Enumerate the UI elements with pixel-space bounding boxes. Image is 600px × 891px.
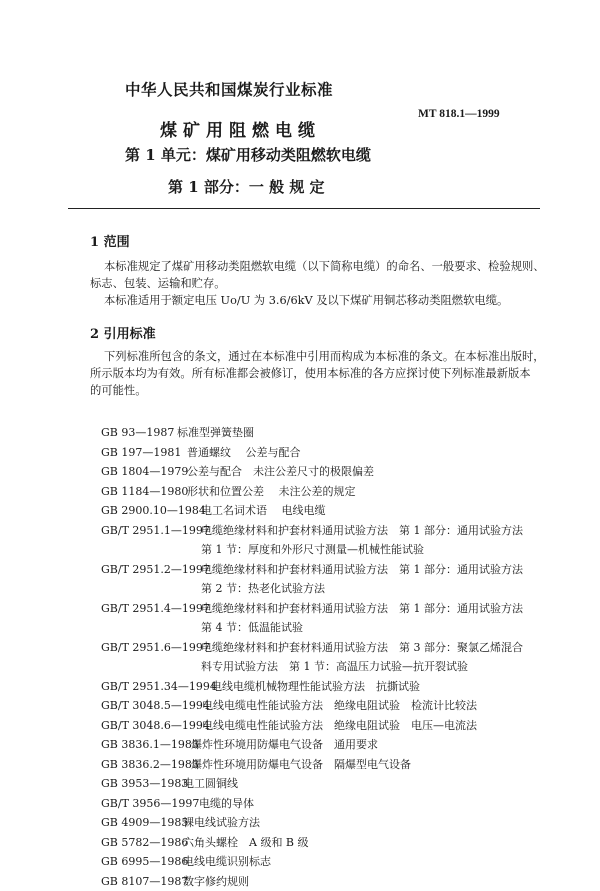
reference-row: [101, 560, 561, 580]
reference-title: 裸电线试验方法: [183, 813, 260, 833]
reference-code: GB/T 2951.2—1997: [101, 560, 210, 580]
reference-code: GB 3836.1—1983: [101, 735, 199, 755]
reference-row: [101, 579, 561, 599]
reference-row: [101, 833, 561, 853]
reference-code: GB 6995—1986: [101, 852, 188, 872]
reference-code: GB 197—1981: [101, 443, 181, 463]
section-1-heading: 1 范围: [90, 231, 130, 250]
reference-row: [101, 501, 561, 521]
section-2-intro-line-3: 的可能性。: [90, 382, 147, 400]
header-divider: [68, 208, 540, 209]
reference-code: GB 1184—1980: [101, 482, 188, 502]
reference-title: 爆炸性环境用防爆电气设备 隔爆型电气设备: [191, 755, 411, 775]
reference-title: 电线电缆识别标志: [183, 852, 271, 872]
reference-row: [101, 696, 561, 716]
reference-title: 电线电缆电性能试验方法 绝缘电阻试验 电压—电流法: [202, 716, 477, 736]
section-2-intro-line-1: 下列标准所包含的条文，通过在本标准中引用而构成为本标准的条文。在本标准出版时，: [104, 348, 545, 366]
reference-title: 电缆的导体: [199, 794, 254, 814]
reference-row: [101, 540, 561, 560]
reference-code: GB/T 3048.6—1994: [101, 716, 210, 736]
reference-code: GB/T 2951.6—1997: [101, 638, 210, 658]
reference-row: [101, 443, 561, 463]
reference-code: GB 2900.10—1984: [101, 501, 206, 521]
reference-title: 电缆绝缘材料和护套材料通用试验方法 第 3 部分：聚氯乙烯混合: [201, 638, 523, 658]
reference-title: 六角头螺栓 A 级和 B 级: [183, 833, 309, 853]
reference-title: 标准型弹簧垫圈: [177, 423, 254, 443]
reference-row: [101, 755, 561, 775]
reference-title: 电工圆铜线: [183, 774, 238, 794]
reference-title: 电缆绝缘材料和护套材料通用试验方法 第 1 部分：通用试验方法: [201, 599, 523, 619]
reference-row: [101, 482, 561, 502]
standard-code: MT 818.1—1999: [418, 108, 500, 120]
section-2-heading: 2 引用标准: [90, 323, 156, 342]
reference-code: GB/T 2951.4—1997: [101, 599, 210, 619]
reference-code: GB 1804—1979: [101, 462, 188, 482]
reference-title: 形状和位置公差 未注公差的规定: [187, 482, 356, 502]
reference-title: 普通螺纹 公差与配合: [187, 443, 301, 463]
reference-row: [101, 813, 561, 833]
reference-row: [101, 774, 561, 794]
reference-code: GB 5782—1986: [101, 833, 188, 853]
reference-title: 电线电缆机械物理性能试验方法 抗撕试验: [211, 677, 420, 697]
reference-title: 电缆绝缘材料和护套材料通用试验方法 第 1 部分：通用试验方法: [201, 521, 523, 541]
reference-title: 第 4 节：低温能试验: [201, 618, 303, 638]
standard-title: 煤矿用阻燃电缆: [160, 116, 321, 141]
reference-title: 第 1 节：厚度和外形尺寸测量—机械性能试验: [201, 540, 424, 560]
section-2-intro-line-2: 所示版本均为有效。所有标准都会被修订，使用本标准的各方应探讨使下列标准最新版本: [90, 365, 531, 383]
reference-row: [101, 852, 561, 872]
reference-title: 第 2 节：热老化试验方法: [201, 579, 325, 599]
referenced-standards-list: [101, 423, 561, 891]
reference-row: [101, 423, 561, 443]
reference-title: 数字修约规则: [183, 872, 249, 891]
section-1-paragraph-2: 本标准适用于额定电压 Uo/U 为 3.6/6kV 及以下煤矿用铜芯移动类阻燃软电缆。: [104, 292, 508, 310]
section-1-paragraph-1-line-1: 本标准规定了煤矿用移动类阻燃软电缆（以下简称电缆）的命名、一般要求、检验规则、: [104, 258, 545, 276]
reference-code: GB/T 2951.34—1994: [101, 677, 217, 697]
reference-code: GB 3836.2—1983: [101, 755, 199, 775]
reference-code: GB/T 2951.1—1997: [101, 521, 210, 541]
reference-row: [101, 521, 561, 541]
reference-title: 电线电缆电性能试验方法 绝缘电阻试验 检流计比较法: [202, 696, 477, 716]
part-title: 第 1 部分：一 般 规 定: [168, 176, 325, 197]
reference-code: GB 93—1987: [101, 423, 174, 443]
reference-title: 爆炸性环境用防爆电气设备 通用要求: [191, 735, 378, 755]
reference-row: [101, 677, 561, 697]
reference-code: GB 8107—1987: [101, 872, 188, 891]
reference-title: 电工名词术语 电线电缆: [201, 501, 326, 521]
reference-row: [101, 462, 561, 482]
reference-row: [101, 716, 561, 736]
reference-row: [101, 657, 561, 677]
section-1-paragraph-1-line-2: 标志、包装、运输和贮存。: [90, 275, 226, 293]
reference-title: 电缆绝缘材料和护套材料通用试验方法 第 1 部分：通用试验方法: [201, 560, 523, 580]
reference-title: 公差与配合 未注公差尺寸的极限偏差: [187, 462, 374, 482]
reference-code: GB/T 3956—1997: [101, 794, 199, 814]
issuing-organization: 中华人民共和国煤炭行业标准: [125, 78, 333, 100]
reference-row: [101, 794, 561, 814]
reference-code: GB 3953—1983: [101, 774, 188, 794]
reference-code: GB 4909—1985: [101, 813, 188, 833]
unit-title: 第 1 单元：煤矿用移动类阻燃软电缆: [125, 144, 371, 165]
reference-row: [101, 599, 561, 619]
reference-row: [101, 638, 561, 658]
reference-row: [101, 618, 561, 638]
reference-title: 料专用试验方法 第 1 节：高温压力试验—抗开裂试验: [201, 657, 468, 677]
reference-code: GB/T 3048.5—1994: [101, 696, 210, 716]
reference-row: [101, 735, 561, 755]
reference-row: [101, 872, 561, 891]
